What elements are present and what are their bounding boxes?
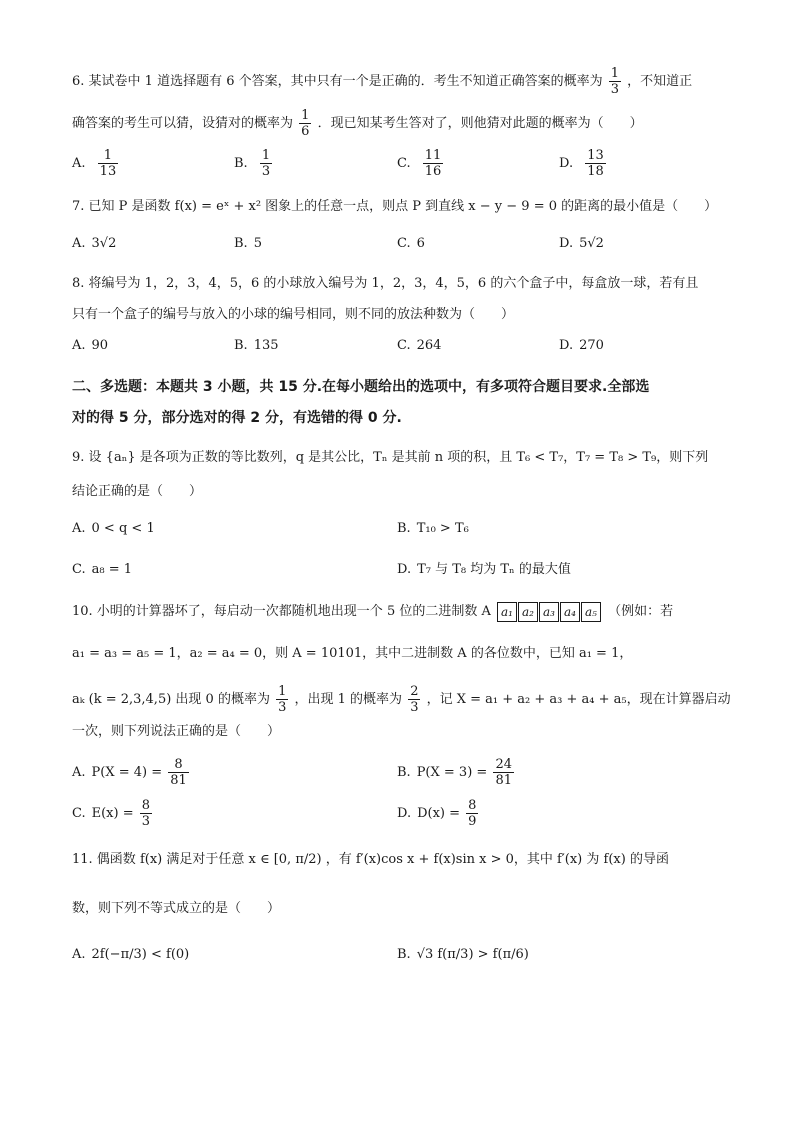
q8-option-a: A. 90	[72, 338, 109, 353]
q10-line1: 10. 小明的计算器坏了，每启动一次都随机地出现一个 5 位的二进制数 A a₁ a₂ a₃ a₄ a₅ （例如：若	[72, 601, 673, 623]
q11-option-a: A. 2f(−π/3) < f(0)	[72, 947, 190, 962]
q6-option-b: B. $\frac{1}{3}$	[234, 148, 271, 179]
q10-option-d: D. D(x) = $\frac{8}{9}$	[397, 798, 477, 829]
q10-line4: 一次，则下列说法正确的是（ ）	[72, 724, 281, 739]
q11-line1: 11. 偶函数 f(x) 满足对于任意 x ∈ [0, π/2) ，有 f′(x)cos x + f(x)sin x > 0，其中 f′(x) 为 f(x) 的导函	[72, 852, 669, 867]
q9-option-b: B. T₁₀ > T₆	[397, 521, 469, 536]
digit-box: a₁	[497, 602, 517, 622]
q6-middle: ，不知道正	[627, 74, 693, 89]
q7-stem: 7. 已知 P 是函数 f(x) = eˣ + x² 图象上的任意一点，则点 P 到直线 x − y − 9 = 0 的距离的最小值是（ ）	[72, 199, 718, 214]
q9-option-d: D. T₇ 与 T₈ 均为 Tₙ 的最大值	[397, 562, 571, 577]
digit-box: a₃	[539, 602, 559, 622]
q6-option-d: D. $\frac{13}{18}$	[559, 148, 604, 179]
q8-option-c: C. 264	[397, 338, 442, 353]
q9-line1: 9. 设 {aₙ} 是各项为正数的等比数列，q 是其公比，Tₙ 是其前 n 项的积，且 T₆ < T₇，T₇ = T₈ > T₉，则下列	[72, 450, 709, 465]
q10-line2: a₁ = a₃ = a₅ = 1，a₂ = a₄ = 0，则 A = 10101，其中二进制数 A 的各位数中，已知 a₁ = 1，	[72, 646, 633, 661]
section-2-heading-line2: 对的得 5 分，部分选对的得 2 分，有选错的得 0 分.	[72, 410, 402, 426]
binary-digit-boxes	[497, 602, 602, 622]
q7-option-d: D. 5√2	[559, 236, 604, 251]
q8-option-d: D. 270	[559, 338, 604, 353]
digit-box: a₂	[518, 602, 538, 622]
digit-box: a₄	[560, 602, 580, 622]
q11-line2: 数，则下列不等式成立的是（ ）	[72, 901, 281, 916]
q7-option-c: C. 6	[397, 236, 425, 251]
q7-option-a: A. 3√2	[72, 236, 117, 251]
q9-option-c: C. a₈ = 1	[72, 562, 133, 577]
q11-option-b: B. √3 f(π/3) > f(π/6)	[397, 947, 529, 962]
q6-fraction-2: $\frac{1}{6}$	[301, 108, 310, 139]
q8-line2: 只有一个盒子的编号与放入的小球的编号相同，则不同的放法种数为（ ）	[72, 307, 515, 322]
q6-option-a: A. $\frac{1}{13}$	[72, 148, 117, 179]
q10-option-b: B. P(X = 3) = $\frac{24}{81}$	[397, 757, 512, 788]
q7-option-b: B. 5	[234, 236, 262, 251]
digit-box: a₅	[581, 602, 601, 622]
q8-line1: 8. 将编号为 1，2，3，4，5，6 的小球放入编号为 1，2，3，4，5，6 的六个盒子中，每盒放一球，若有且	[72, 276, 699, 291]
q6-line2: 确答案的考生可以猜，设猜对的概率为 $\frac{1}{6}$ ．现已知某考生答对了，则他猜对此题的概率为（ ）	[72, 108, 643, 139]
q10-option-a: A. P(X = 4) = $\frac{8}{81}$	[72, 757, 187, 788]
q6-fraction-1: $\frac{1}{3}$	[610, 66, 620, 97]
q6-prefix: 6. 某试卷中 1 道选择题有 6 个答案，其中只有一个是正确的．考生不知道正确答案的概率为	[72, 74, 603, 89]
q10-option-c: C. E(x) = $\frac{8}{3}$	[72, 798, 151, 829]
q10-line3: aₖ (k = 2,3,4,5) 出现 0 的概率为 $\frac{1}{3}$ ，出现 1 的概率为 $\frac{2}{3}$ ，记 X = a₁ + a₂ + a₃ + a₄ + a₅，现在计算器启动	[72, 684, 731, 715]
q6-line1	[72, 66, 692, 97]
q9-line2: 结论正确的是（ ）	[72, 484, 203, 499]
q9-option-a: A. 0 < q < 1	[72, 521, 155, 536]
section-2-heading-line1: 二、多选题：本题共 3 小题，共 15 分.在每小题给出的选项中，有多项符合题目要求.全部选	[72, 379, 650, 395]
q8-option-b: B. 135	[234, 338, 279, 353]
interval: [0, π/2)	[273, 852, 322, 867]
q6-option-c: C. $\frac{11}{16}$	[397, 148, 442, 179]
